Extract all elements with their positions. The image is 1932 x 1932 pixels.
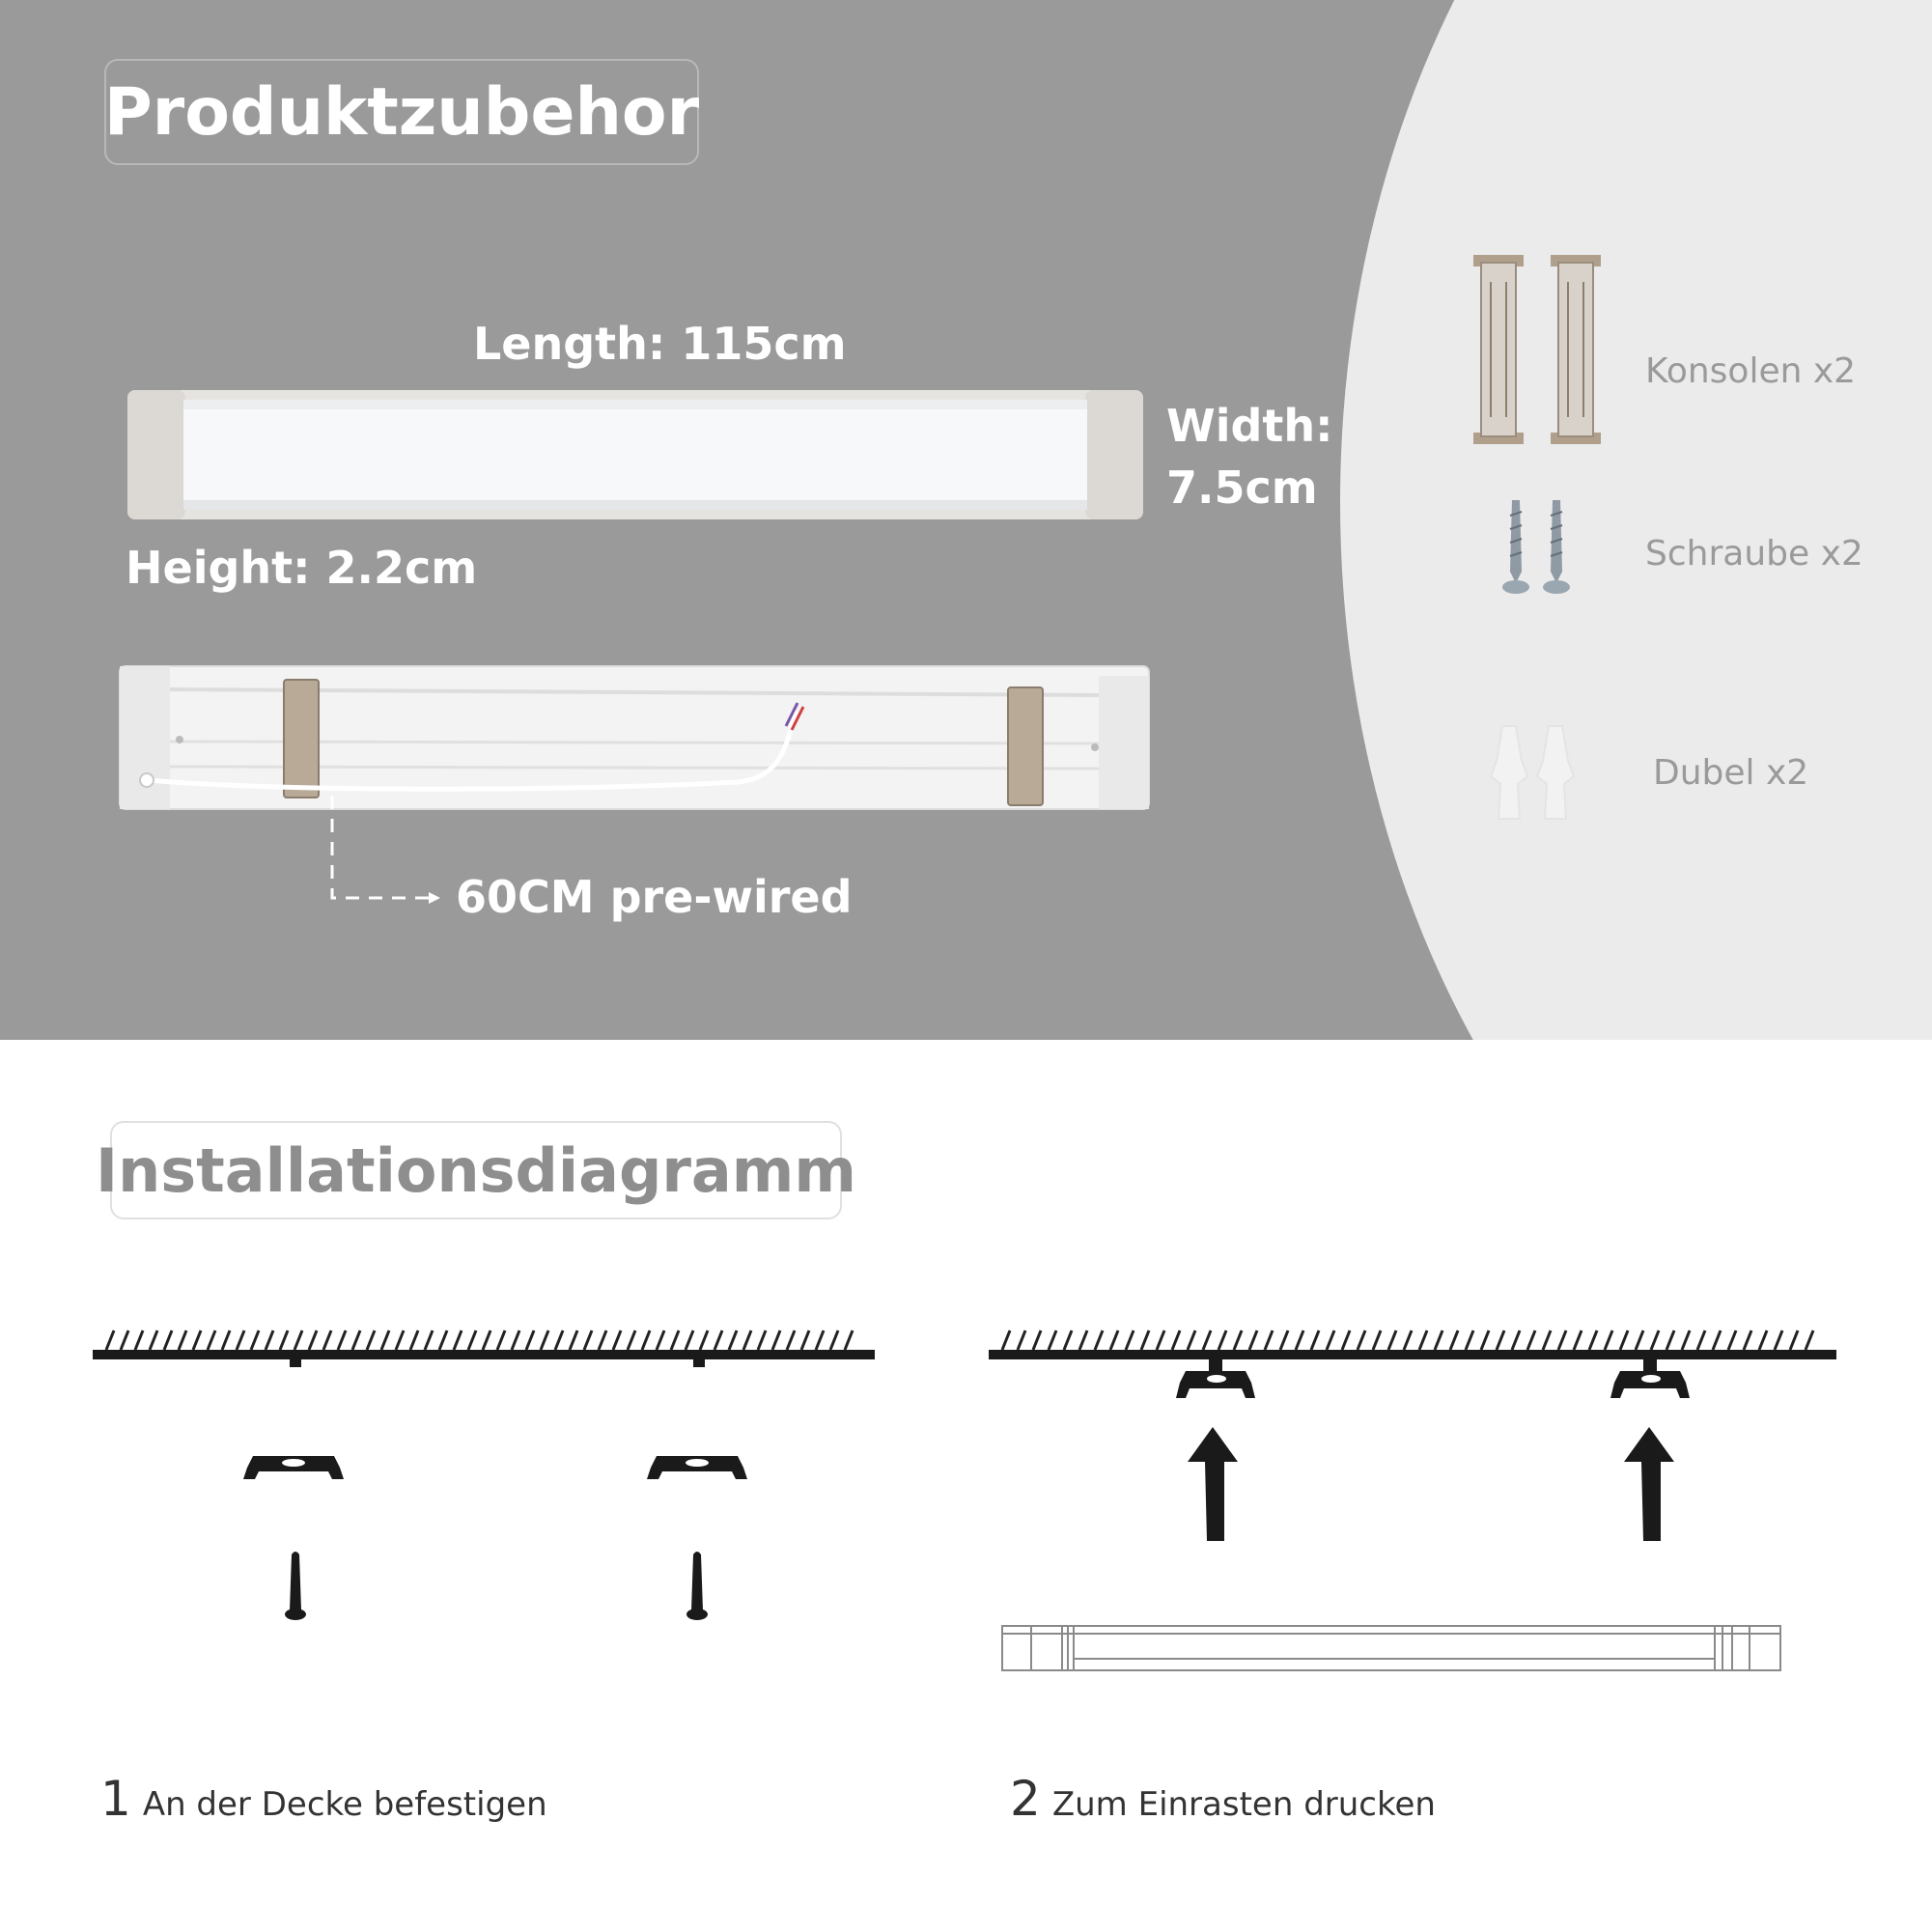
bracket-right <box>647 1456 747 1479</box>
accessories-backdrop <box>1340 0 1932 1040</box>
step-1-number: 1 <box>100 1771 131 1827</box>
step2-diagram <box>985 1323 1838 1680</box>
step-2-caption <box>1010 1771 1436 1827</box>
ceiling-line-1 <box>93 1350 875 1359</box>
ceiling-hatching-2 <box>1002 1330 1813 1350</box>
ceiling-line-2 <box>989 1350 1836 1359</box>
width-label-line1: Width: <box>1166 400 1333 452</box>
wire-label: 60CM pre-wired <box>456 871 853 923</box>
mounted-bracket-right <box>1610 1358 1690 1398</box>
accessory-label-wall-plugs: Dubel x2 <box>1653 753 1809 793</box>
mounted-bracket-left <box>1176 1358 1255 1398</box>
step-1-text: An der Decke befestigen <box>142 1785 547 1824</box>
accessories-title: Produktzubehor <box>103 73 700 151</box>
length-label: Length: 115cm <box>473 318 847 370</box>
step-2-number: 2 <box>1010 1771 1041 1827</box>
batten-outline <box>1002 1626 1780 1670</box>
screw-left <box>285 1552 306 1620</box>
led-batten-front-image <box>127 386 1143 523</box>
led-batten-back-image <box>120 666 1149 811</box>
accessory-label-brackets: Konsolen x2 <box>1645 351 1857 391</box>
installation-title-box <box>96 1121 856 1219</box>
step1-diagram <box>93 1323 877 1632</box>
arrow-up-left <box>1188 1427 1238 1541</box>
ceiling-hatching-1 <box>106 1330 853 1350</box>
width-label-line2: 7.5cm <box>1166 462 1318 514</box>
step-2-text: Zum Einrasten drucken <box>1051 1785 1436 1824</box>
screw-right <box>686 1552 708 1620</box>
bracket-left <box>243 1456 344 1479</box>
bracket-icon <box>1470 253 1609 448</box>
wire-pointer-arrow <box>328 792 444 908</box>
accessory-label-screws: Schraube x2 <box>1645 534 1863 574</box>
wall-plug-icon <box>1489 722 1582 823</box>
arrow-up-right <box>1624 1427 1674 1541</box>
accessories-title-box <box>104 59 699 165</box>
installation-title: Installationsdiagramm <box>96 1134 856 1206</box>
step-1-caption <box>100 1771 547 1827</box>
screw-icon <box>1497 496 1580 597</box>
height-label: Height: 2.2cm <box>126 542 478 594</box>
